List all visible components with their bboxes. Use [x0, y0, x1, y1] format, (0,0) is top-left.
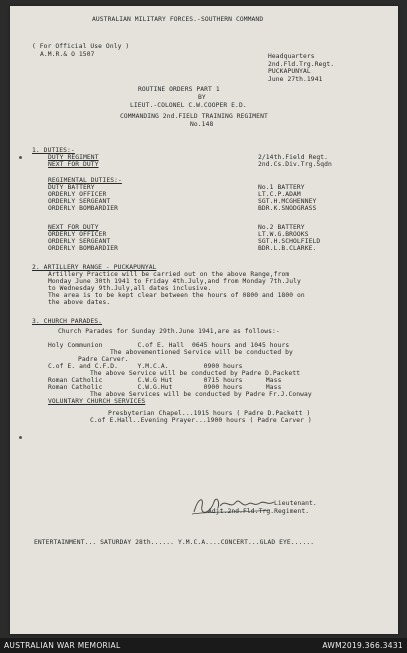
- section-heading-artillery: 2. ARTILLERY RANGE - PUCKAPUNYAL: [32, 264, 157, 271]
- command-header: AUSTRALIAN MILITARY FORCES.-SOUTHERN COMMAND: [92, 16, 264, 23]
- service-row: Roman Catholic C.W.G Hut 0715 hours Mass: [48, 377, 282, 384]
- duty-label: ORDERLY BOMBARDIER: [48, 205, 119, 212]
- entertainment-note: ENTERTAINMENT... SATURDAY 28th...... Y.M.C.A....CONCERT...GLAD EYE......: [34, 539, 315, 546]
- duty-label: NEXT FOR DUTY: [48, 161, 99, 168]
- duty-label: ORDERLY OFFICER: [48, 191, 107, 198]
- title-line: COMMANDING 2nd.FIELD TRAINING REGIMENT: [120, 113, 268, 120]
- title-line: BY: [198, 94, 206, 101]
- duty-value: No.2 BATTERY: [258, 224, 305, 231]
- duty-value: SGT.H.SCHOLFIELD: [258, 238, 321, 245]
- paragraph-line: Monday June 30th 1941 to Friday 4th.July,and from Monday 7th.July: [48, 278, 301, 285]
- footer-credit: AUSTRALIAN WAR MEMORIAL: [4, 641, 121, 650]
- paragraph-line: The above Services will be conducted by Padre Fr.J.Conway: [90, 391, 312, 398]
- duty-label: ORDERLY SERGEANT: [48, 238, 111, 245]
- paragraph-line: the above dates.: [48, 299, 111, 306]
- duty-value: 2nd.Cs.Div.Trg.Sqdn: [258, 161, 332, 168]
- duty-label: DUTY BATTERY: [48, 184, 95, 191]
- hq-date: June 27th.1941: [268, 76, 323, 83]
- service-row: Holy Communion C.of E. Hall 0645 hours and 1045 hours: [48, 342, 290, 349]
- title-line: LIEUT.-COLONEL C.W.COOPER E.D.: [130, 102, 247, 109]
- punch-hole: [19, 436, 22, 439]
- hq-line: 2nd.Fld.Trg.Regt.: [268, 61, 335, 68]
- document-page: [10, 6, 398, 634]
- duty-value: BDR.L.B.CLARKE.: [258, 245, 317, 252]
- duty-value: No.1 BATTERY: [258, 184, 305, 191]
- duty-value: BDR.K.SNODGRASS: [258, 205, 317, 212]
- paragraph-line: Church Parades for Sunday 29th.June 1941,are as follows:-: [58, 328, 280, 335]
- hq-line: Headquarters: [268, 53, 315, 60]
- duty-label: DUTY REGIMENT: [48, 154, 99, 161]
- paragraph-line: The area is to be kept clear between the hours of 0800 and 1800 on: [48, 292, 305, 299]
- duty-value: LT.C.P.ADAM: [258, 191, 301, 198]
- footer-accession: AWM2019.366.3431: [322, 641, 403, 650]
- duty-value: LT.W.G.BROOKS: [258, 231, 309, 238]
- subheading: NEXT FOR DUTY: [48, 224, 99, 231]
- punch-hole: [19, 156, 22, 159]
- duty-label: ORDERLY SERGEANT: [48, 198, 111, 205]
- paragraph-line: to Wednesday 9th.July,all dates inclusive.: [48, 285, 212, 292]
- service-row: C.of E. and C.F.D. Y.M.C.A. 0900 hours: [48, 363, 243, 370]
- order-number: No.148: [190, 121, 214, 128]
- section-heading-duties: 1. DUTIES:-: [32, 147, 75, 154]
- service-row: Roman Catholic C.W.G.Hut 0900 hours Mass: [48, 384, 282, 391]
- signature-rank: Lieutenant.: [274, 500, 317, 507]
- section-heading-church: 3. CHURCH PARADES.: [32, 318, 103, 325]
- service-row: Presbyterian Chapel...1915 hours ( Padre D.Packett ): [108, 410, 311, 417]
- paragraph-line: The above Service will be conducted by Padre D.Packett: [90, 370, 301, 377]
- reference-number: A.M.R.& O 1507: [40, 51, 95, 58]
- service-row: C.of E.Hall..Evening Prayer...1900 hours ( Padre Carver ): [90, 417, 312, 424]
- signature-role: Adjt.2nd.Fld.Trg.Regiment.: [208, 508, 310, 515]
- duty-label: ORDERLY BOMBARDIER: [48, 245, 119, 252]
- duty-value: 2/14th.Field Regt.: [258, 154, 329, 161]
- subheading: REGIMENTAL DUTIES:-: [48, 177, 122, 184]
- paragraph-line: Artillery Practice will be carried out on the above Range,from: [48, 271, 290, 278]
- hq-line: PUCKAPUNYAL: [268, 68, 311, 75]
- title-line: ROUTINE ORDERS PART 1: [138, 86, 220, 93]
- subheading: VOLUNTARY CHURCH SERVICES: [48, 398, 146, 405]
- classification-note: ( For Official Use Only ): [32, 43, 130, 50]
- archive-footer: [0, 638, 407, 653]
- duty-label: ORDERLY OFFICER: [48, 231, 107, 238]
- paragraph-line: The abovementioned Service will be conducted by: [110, 349, 293, 356]
- paragraph-line: Padre Carver.: [78, 356, 129, 363]
- duty-value: SGT.H.MCGHENNEY: [258, 198, 317, 205]
